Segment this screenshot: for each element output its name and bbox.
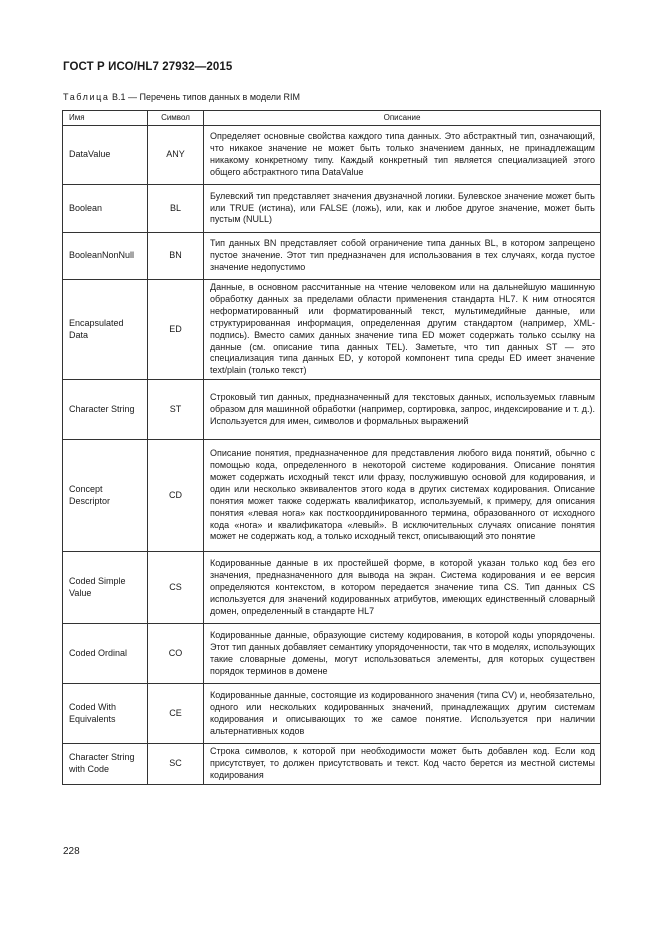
row-description: Кодированные данные, образующие систему кодирования, в которой коды упорядочены. Этот тип данных добавляет семантику упорядоченности, так что в моделях, использующих такие словарные домены, могут использоваться элементы, для которых существен порядок терминов в домене [204, 624, 601, 684]
row-description: Булевский тип представляет значения двузначной логики. Булевское значение может быть или TRUE (истина), или FALSE (ложь), или, как и любое другое значение, может быть пустым (NULL) [204, 185, 601, 233]
row-description: Кодированные данные в их простейшей форме, в которой указан только код без его значения, предназначенного для вывода на экран. Система кодирования и ее версия определяются контекстом, в котором передается значение типа CS. Тип данных CS используется для значений кодированных атрибутов, имеющих единственный словарный домен, определенный в стандарте HL7 [204, 552, 601, 624]
table-row [63, 185, 601, 233]
table-caption-text: В.1 — Перечень типов данных в модели RIM [112, 92, 301, 102]
table-row [63, 440, 601, 552]
row-symbol: BL [148, 185, 204, 233]
row-symbol: SC [148, 744, 204, 785]
row-description: Строка символов, к которой при необходимости может быть добавлен код. Если код присутствует, то должен присутствовать и текст. Код часто берется из местной системы кодирования [204, 744, 601, 785]
row-description: Определяет основные свойства каждого типа данных. Это абстрактный тип, означающий, что никакое значение не может быть только значением данных, не принадлежащим никакому конкретному типу. Каждый конкретный тип является специализацией этого общего абстрактного типа DataValue [204, 126, 601, 185]
table-row [63, 380, 601, 440]
row-symbol: BN [148, 233, 204, 280]
header-name: Имя [63, 111, 148, 126]
row-name: Coded With Equivalents [63, 684, 148, 744]
page-number: 228 [63, 846, 80, 857]
row-symbol: CE [148, 684, 204, 744]
header-description: Описание [204, 111, 601, 126]
row-description: Кодированные данные, состоящие из кодированного значения (типа CV) и, необязательно, одного или нескольких кодированных значений, принадлежащих другим системам кодирования и описывающих то же самое понятие. Используется при наличии альтернативных кодов [204, 684, 601, 744]
row-name: Concept Descriptor [63, 440, 148, 552]
row-description: Строковый тип данных, предназначенный для текстовых данных, используемых главным образом для машинной обработки (например, сортировка, запрос, индексирование и т. д.). Используется для имен, символов и формальных выражений [204, 380, 601, 440]
row-symbol: ED [148, 280, 204, 380]
data-types-table [62, 110, 601, 785]
table-row [63, 624, 601, 684]
row-name: Encapsulated Data [63, 280, 148, 380]
table-row [63, 552, 601, 624]
row-symbol: ST [148, 380, 204, 440]
table-row [63, 684, 601, 744]
row-symbol: ANY [148, 126, 204, 185]
row-name: Coded Simple Value [63, 552, 148, 624]
row-name: DataValue [63, 126, 148, 185]
table-row [63, 233, 601, 280]
document-header: ГОСТ Р ИСО/HL7 27932—2015 [63, 61, 233, 73]
row-symbol: CD [148, 440, 204, 552]
table-header-row [63, 111, 601, 126]
table-caption-label: Таблица [63, 92, 110, 102]
row-description: Тип данных BN представляет собой ограничение типа данных BL, в котором запрещено пустое значение. Этот тип предназначен для использования в тех случаях, когда пустое значение недопустимо [204, 233, 601, 280]
row-symbol: CO [148, 624, 204, 684]
table-row [63, 126, 601, 185]
row-description: Описание понятия, предназначенное для представления любого вида понятий, обычно с помощью кода, определенного в некоторой системе кодирования. Описание понятия может содержать исходный текст или фразу, послужившую основой для кодирования, и один или несколько эквивалентов этого кода в других системах кодирования. Описание понятия может также содержать квалификатор, используемый, к примеру, для описания понятия «левая нога» как посткоординированного термина, образованного от исходного кода «нога» и квалификатора «левый». В исключительных случаях описание понятия может не содержать код, а только исходный текст, описывающий это понятие [204, 440, 601, 552]
row-name: Character String [63, 380, 148, 440]
row-name: Coded Ordinal [63, 624, 148, 684]
row-symbol: CS [148, 552, 204, 624]
table-caption [63, 92, 300, 102]
row-description: Данные, в основном рассчитанные на чтение человеком или на дальнейшую машинную обработку данных за пределами области применения стандарта HL7. К ним относятся неформатированный или форматированный текст, мультимедийные данные, или структурированная информация, определенная другим стандартом (например, XML-подпись). Вместо самих данных значение типа ED может содержать только ссылку на данные (см. описание типа данных TEL). Заметьте, что тип данных ST — это специализация типа данных ED, у которой компонент типа среды ED имеет значение text/plain (только текст) [204, 280, 601, 380]
table-row [63, 744, 601, 785]
header-symbol: Символ [148, 111, 204, 126]
row-name: Boolean [63, 185, 148, 233]
row-name: BooleanNonNull [63, 233, 148, 280]
table-row [63, 280, 601, 380]
row-name: Character String with Code [63, 744, 148, 785]
